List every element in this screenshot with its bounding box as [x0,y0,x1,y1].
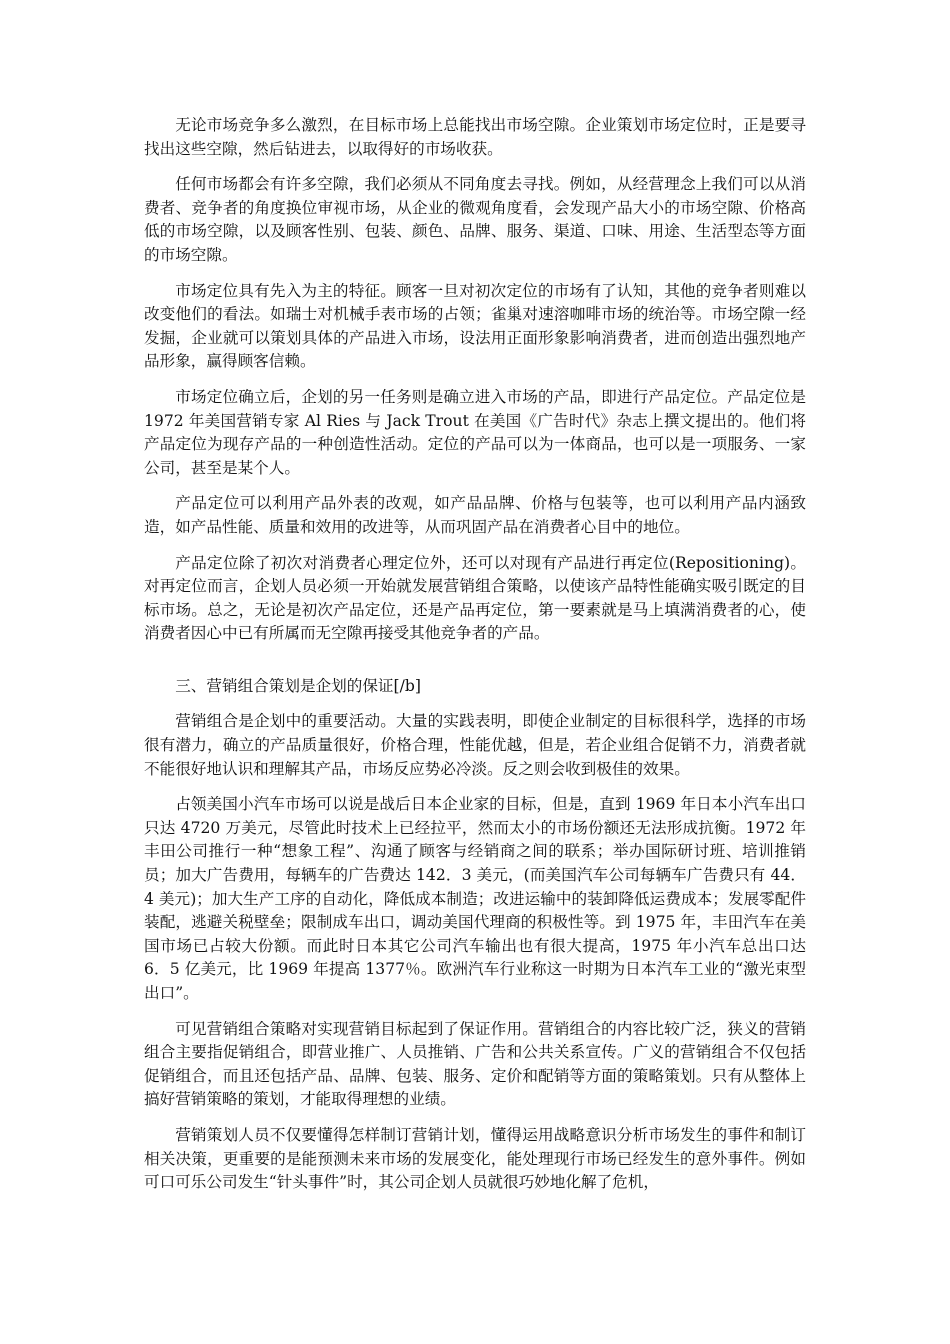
paragraph: 产品定位可以利用产品外表的改观，如产品品牌、价格与包装等，也可以利用产品内涵致造，如产品性能、质量和效用的改进等，从而巩固产品在消费者心目中的地位。 [144,494,806,536]
paragraph: 营销组合是企划中的重要活动。大量的实践表明，即使企业制定的目标很科学，选择的市场很有潜力，确立的产品质量很好，价格合理，性能优越，但是，若企业组合促销不力，消费者就不能很好地认识和理解其产品，市场反应势必冷淡。反之则会收到极佳的效果。 [144,712,806,778]
paragraph: 占领美国小汽车市场可以说是战后日本企业家的目标，但是，直到 1969 年日本小汽车出口只达 4720 万美元，尽管此时技术上已经拉平，然而太小的市场份额还无法形成抗衡。1972 年丰田公司推行一种“想象工程”、沟通了顾客与经销商之间的联系；举办国际研讨班、培训推销员；加大广告费用，每辆车的广告费达 142．3 美元，(而美国汽车公司每辆车广告费只有 44．4 美元)；加大生产工序的自动化，降低成本制造；改进运输中的装卸降低运费成本；发展零配件装配，逃避关税壁垒；限制成车出口，调动美国代理商的积极性等。到 1975 年，丰田汽车在美国市场已占较大份额。而此时日本其它公司汽车输出也有很大提高，1975 年小汽车总出口达 6．5 亿美元，比 1969 年提高 1377％。欧洲汽车行业称这一时期为日本汽车工业的“激光束型出口”。 [144,795,806,1002]
paragraph: 可见营销组合策略对实现营销目标起到了保证作用。营销组合的内容比较广泛，狭义的营销组合主要指促销组合，即营业推广、人员推销、广告和公共关系宣传。广义的营销组合不仅包括促销组合，而且还包括产品、品牌、包装、服务、定价和配销等方面的策略策划。只有从整体上搞好营销策略的策划，才能取得理想的业绩。 [144,1019,806,1109]
paragraph: 市场定位确立后，企划的另一任务则是确立进入市场的产品，即进行产品定位。产品定位是 1972 年美国营销专家 Al Ries 与 Jack Trout 在美国《广告时代》杂志上撰文提出的。他们将产品定位为现存产品的一种创造性活动。定位的产品可以为一体商品，也可以是一项服务、一家公司，甚至是某个人。 [144,387,806,477]
paragraph: 营销策划人员不仅要懂得怎样制订营销计划，懂得运用战略意识分析市场发生的事件和制订相关决策，更重要的是能预测未来市场的发展变化，能处理现行市场已经发生的意外事件。例如可口可乐公司发生“针头事件”时，其公司企划人员就很巧妙地化解了危机， [144,1125,806,1192]
paragraph: 产品定位除了初次对消费者心理定位外，还可以对现有产品进行再定位(Repositioning)。对再定位而言，企划人员必须一开始就发展营销组合策略，以使该产品特性能确实吸引既定的目标市场。总之，无论是初次产品定位，还是产品再定位，第一要素就是马上填满消费者的心，使消费者因心中已有所属而无空隙再接受其他竞争者的产品。 [144,553,806,643]
document-page [144,114,806,1207]
paragraph: 市场定位具有先入为主的特征。顾客一旦对初次定位的市场有了认知，其他的竞争者则难以改变他们的看法。如瑞士对机械手表市场的占领；雀巢对速溶咖啡市场的统治等。市场空隙一经发掘，企业就可以策划具体的产品进入市场，设法用正面形象影响消费者，进而创造出强烈地产品形象，赢得顾客信赖。 [144,281,806,371]
paragraph: 任何市场都会有许多空隙，我们必须从不同角度去寻找。例如，从经营理念上我们可以从消费者、竞争者的角度换位审视市场，从企业的微观角度看，会发现产品大小的市场空隙、价格高低的市场空隙，以及顾客性别、包装、颜色、品牌、服务、渠道、口味、用途、生活型态等方面的市场空隙。 [144,175,806,264]
section-heading: 三、营销组合策划是企划的保证[/b] [175,676,421,695]
paragraph: 无论市场竞争多么激烈，在目标市场上总能找出市场空隙。企业策划市场定位时，正是要寻找出这些空隙，然后钻进去，以取得好的市场收获。 [144,116,806,158]
